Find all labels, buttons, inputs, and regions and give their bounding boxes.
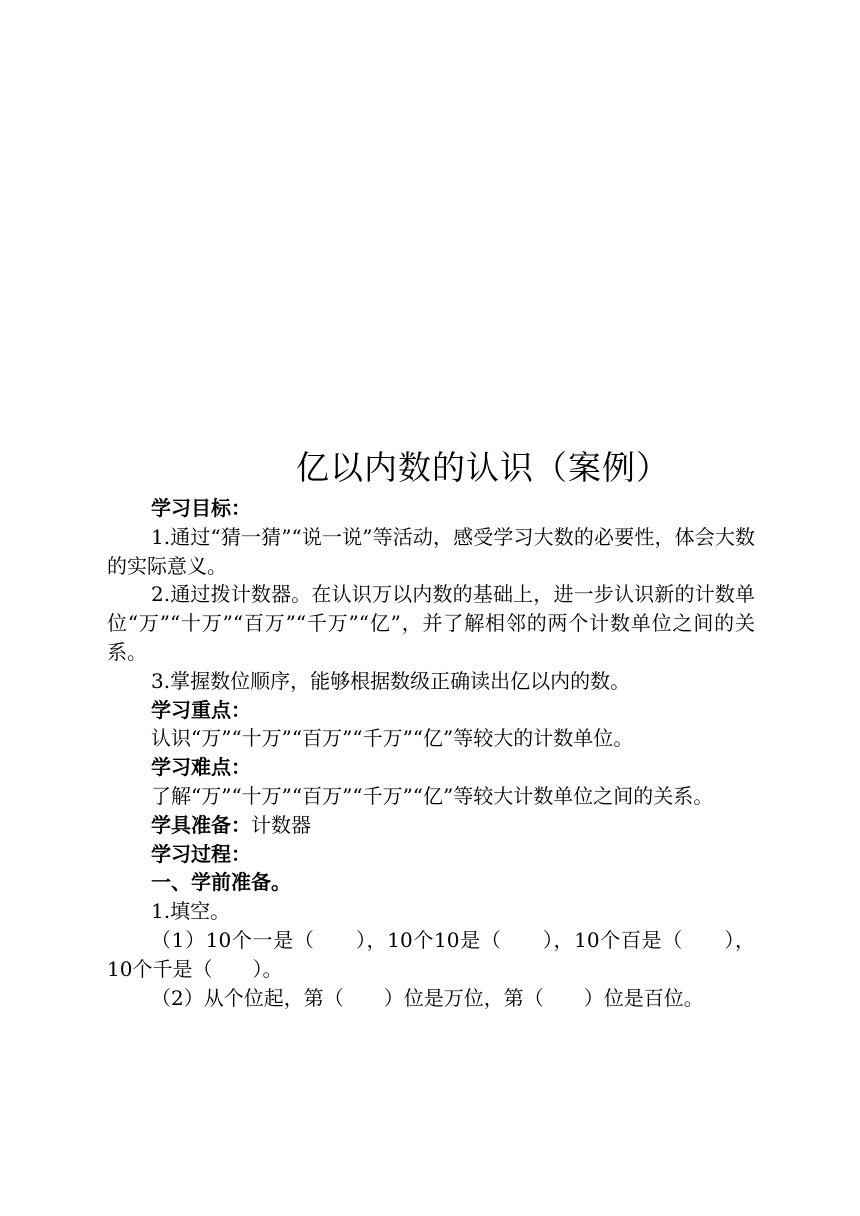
materials-text: 计数器: [251, 812, 311, 837]
page-title: 亿以内数的认识（案例）: [296, 448, 670, 487]
process-heading: 学习过程：: [151, 841, 251, 866]
difficulties-text: 了解“万”“十万”“百万”“千万”“亿”等较大计数单位之间的关系。: [151, 783, 714, 808]
learning-goal-1: 1.通过“猜一猜”“说一说”等活动，感受学习大数的必要性，体会大数的实际意义。: [107, 524, 755, 578]
learning-goal-3: 3.掌握数位顺序，能够根据数级正确读出亿以内的数。: [151, 668, 631, 693]
key-points-heading: 学习重点：: [151, 697, 251, 722]
key-points-text: 认识“万”“十万”“百万”“千万”“亿”等较大的计数单位。: [151, 726, 634, 751]
section-1-heading: 一、学前准备。: [151, 870, 291, 895]
question-2: （2）从个位起，第（ ）位是万位，第（ ）位是百位。: [151, 985, 704, 1010]
materials-heading: 学具准备：: [151, 812, 251, 837]
document-body: [107, 494, 755, 1012]
question-1: （1）10个一是（ ），10个10是（ ），10个百是（ ），10个千是（ ）。: [107, 927, 755, 981]
materials-line: [107, 811, 755, 840]
difficulties-heading: 学习难点：: [151, 755, 251, 780]
learning-goals-heading: 学习目标：: [151, 496, 251, 520]
task-1: 1.填空。: [151, 899, 231, 924]
learning-goal-2: 2.通过拨计数器。在认识万以内数的基础上，进一步认识新的计数单位“万”“十万”“百万”“千万”“亿”，并了解相邻的两个计数单位之间的关系。: [107, 582, 755, 664]
